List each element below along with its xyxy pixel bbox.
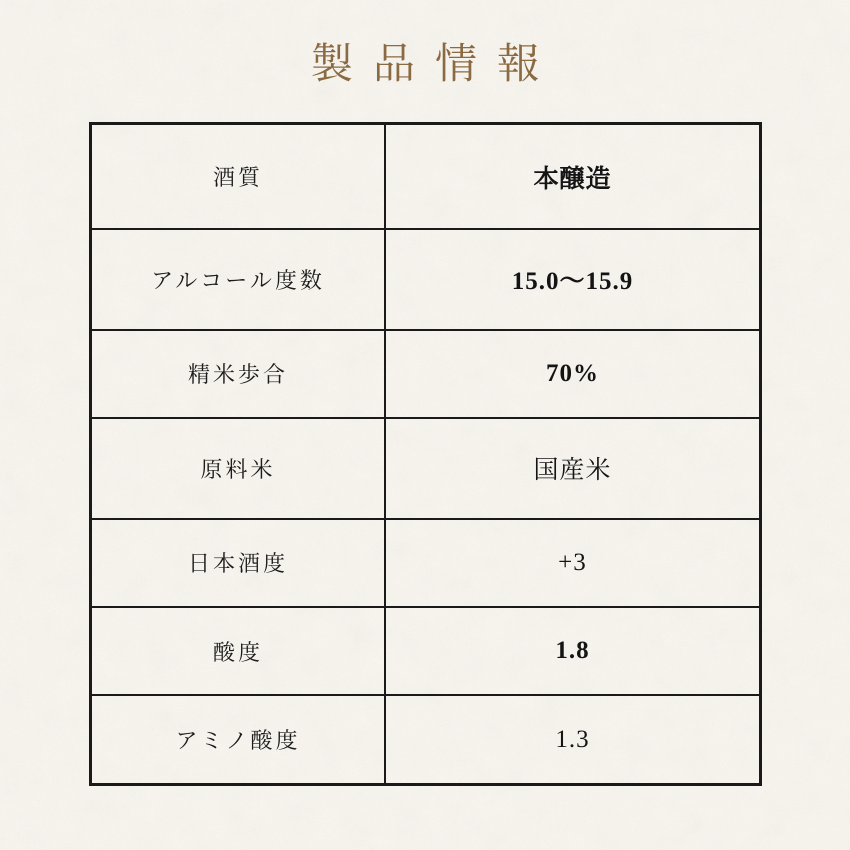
spec-value-cell: 本醸造	[385, 124, 760, 229]
table-row	[90, 519, 760, 607]
spec-label-cell: アミノ酸度	[90, 695, 385, 785]
table-row	[90, 418, 760, 519]
table-row	[90, 124, 760, 229]
spec-table-body	[90, 124, 760, 785]
spec-label-cell: 原料米	[90, 418, 385, 519]
spec-value-cell: 1.8	[385, 607, 760, 695]
table-row	[90, 330, 760, 418]
spec-label-cell: アルコール度数	[90, 229, 385, 330]
table-row	[90, 607, 760, 695]
table-row	[90, 695, 760, 785]
spec-label-cell: 日本酒度	[90, 519, 385, 607]
table-row	[90, 229, 760, 330]
spec-value-cell: 70%	[385, 330, 760, 418]
spec-label-cell: 酒質	[90, 124, 385, 229]
page-title: 製品情報	[310, 42, 559, 88]
spec-label-cell: 酸度	[90, 607, 385, 695]
spec-value-cell: 15.0～15.9	[385, 229, 760, 330]
spec-label-cell: 精米歩合	[90, 330, 385, 418]
spec-value-cell: 1.3	[385, 695, 760, 785]
product-spec-table	[89, 122, 762, 786]
spec-value-cell: +3	[385, 519, 760, 607]
spec-value-cell: 国産米	[385, 418, 760, 519]
